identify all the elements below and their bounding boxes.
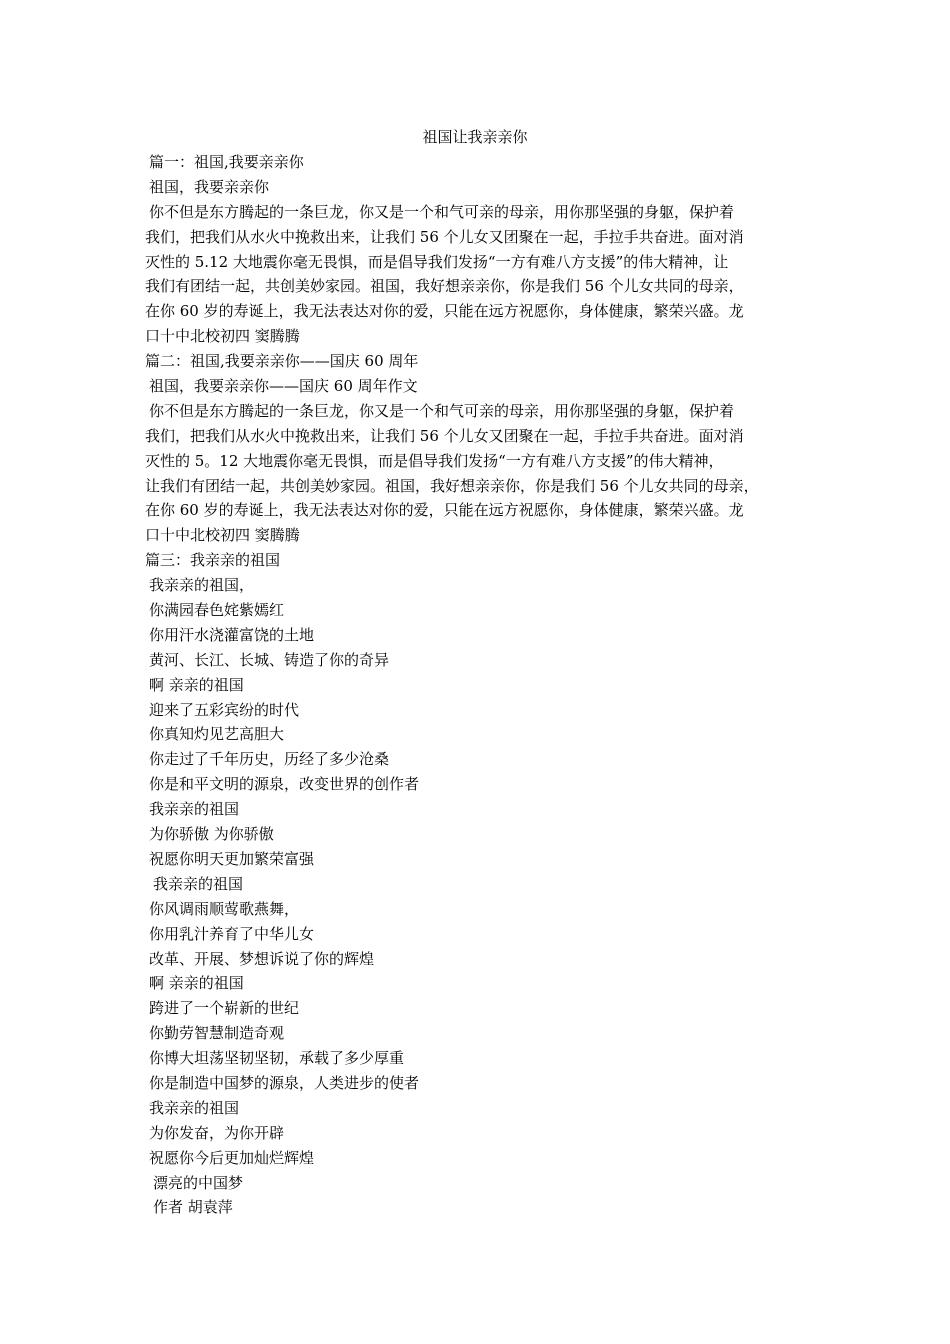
poem-line: 你走过了千年历史，历经了多少沧桑 <box>149 750 390 769</box>
poem-line: 黄河、长江、长城、铸造了你的奇异 <box>149 650 390 669</box>
poem-line: 你勤劳智慧制造奇观 <box>149 1024 285 1043</box>
poem-line: 跨进了一个崭新的世纪 <box>149 999 300 1018</box>
paragraph-line: 灭性的 5.12 大地震你毫无畏惧，而是倡导我们发扬“一方有难八方支援”的伟大精神，让 <box>145 252 729 271</box>
paragraph-line: 祖国，我要亲亲你 <box>149 177 270 196</box>
poem-line: 为你骄傲 为你骄傲 <box>149 825 274 844</box>
poem-line: 我亲亲的祖国， <box>149 576 255 595</box>
poem-line: 你博大坦荡坚韧坚韧，承载了多少厚重 <box>149 1049 405 1068</box>
poem-line: 你是和平文明的源泉，改变世界的创作者 <box>149 775 420 794</box>
paragraph-line: 我们，把我们从水火中挽救出来，让我们 56 个儿女又团聚在一起，手拉手共奋进。面对消 <box>145 426 744 445</box>
paragraph-line: 我们，把我们从水火中挽救出来，让我们 56 个儿女又团聚在一起，手拉手共奋进。面对消 <box>145 227 744 246</box>
paragraph-line: 口十中北校初四 窦腾腾 <box>145 327 300 346</box>
poem-line: 你真知灼见艺高胆大 <box>149 725 285 744</box>
poem-line: 啊 亲亲的祖国 <box>149 974 244 993</box>
paragraph-line: 在你 60 岁的寿诞上，我无法表达对你的爱，只能在远方祝愿你，身体健康，繁荣兴盛。龙 <box>145 302 744 321</box>
author-line: 作者 胡袁萍 <box>153 1198 233 1217</box>
document-title: 祖国让我亲亲你 <box>422 128 528 146</box>
poem-line: 你满园春色姹紫嫣红 <box>149 601 285 620</box>
poem-line: 漂亮的中国梦 <box>153 1173 244 1192</box>
poem-line: 迎来了五彩宾纷的时代 <box>149 700 300 719</box>
poem-line: 祝愿你今后更加灿烂辉煌 <box>149 1148 315 1167</box>
paragraph-line: 祖国，我要亲亲你——国庆 60 周年作文 <box>149 377 418 396</box>
poem-line: 你用乳汁养育了中华儿女 <box>149 924 315 943</box>
document-body <box>145 150 825 1220</box>
poem-line: 改革、开展、梦想诉说了你的辉煌 <box>149 949 375 968</box>
poem-line: 祝愿你明天更加繁荣富强 <box>149 849 315 868</box>
section-heading-1: 篇一：祖国,我要亲亲你 <box>149 153 304 171</box>
poem-line: 我亲亲的祖国 <box>149 1098 240 1117</box>
poem-line: 为你发奋，为你开辟 <box>149 1123 285 1142</box>
poem-line: 你用汗水浇灌富饶的土地 <box>149 625 315 644</box>
poem-line: 我亲亲的祖国 <box>149 800 240 819</box>
paragraph-line: 让我们有团结一起，共创美妙家园。祖国，我好想亲亲你，你是我们 56 个儿女共同的母亲， <box>145 476 759 495</box>
poem-line: 你是制造中国梦的源泉，人类进步的使者 <box>149 1073 420 1092</box>
paragraph-line: 你不但是东方腾起的一条巨龙，你又是一个和气可亲的母亲，用你那坚强的身躯，保护着 <box>149 202 735 221</box>
section-heading-3: 篇三：我亲亲的祖国 <box>145 551 281 570</box>
poem-line: 我亲亲的祖国 <box>153 874 244 893</box>
paragraph-line: 在你 60 岁的寿诞上，我无法表达对你的爱，只能在远方祝愿你，身体健康，繁荣兴盛。龙 <box>145 501 744 520</box>
poem-line: 啊 亲亲的祖国 <box>149 675 244 694</box>
paragraph-line: 灭性的 5。12 大地震你毫无畏惧，而是倡导我们发扬“一方有难八方支援”的伟大精神， <box>145 451 724 470</box>
poem-line: 你风调雨顺莺歌燕舞， <box>149 899 300 918</box>
section-heading-2: 篇二：祖国,我要亲亲你——国庆 60 周年 <box>145 352 419 371</box>
paragraph-line: 口十中北校初四 窦腾腾 <box>145 526 300 545</box>
paragraph-line: 我们有团结一起，共创美妙家园。祖国，我好想亲亲你，你是我们 56 个儿女共同的母亲， <box>145 277 744 296</box>
paragraph-line: 你不但是东方腾起的一条巨龙，你又是一个和气可亲的母亲，用你那坚强的身躯，保护着 <box>149 401 735 420</box>
